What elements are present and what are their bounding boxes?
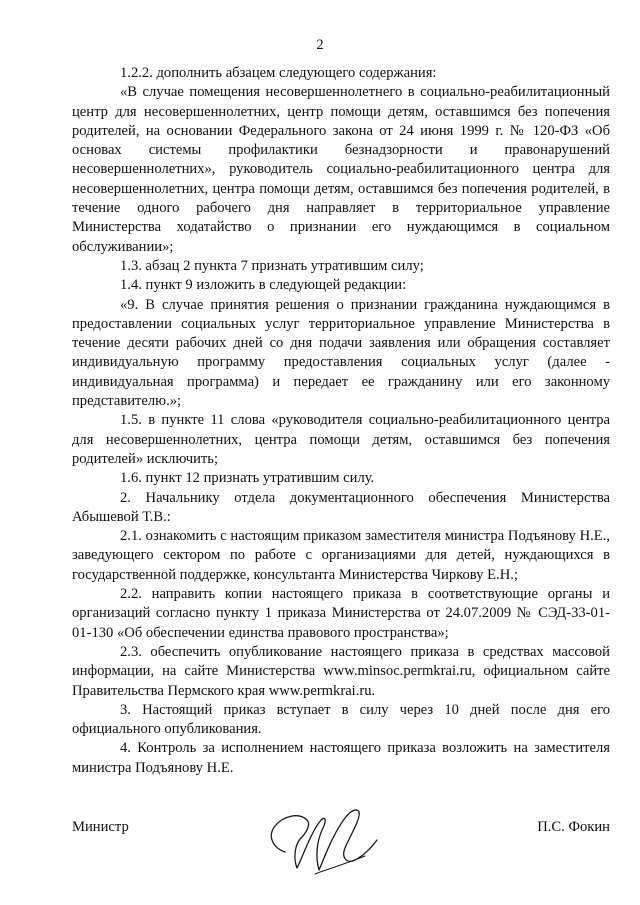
paragraph: 1.6. пункт 12 признать утратившим силу. [120, 470, 375, 487]
paragraph: 4. Контроль за исполнением настоящего приказа возложить на заместителя министра Подъянову Н.Е. [72, 740, 610, 776]
signatory-name: П.С. Фокин [537, 819, 610, 835]
paragraph: 2.1. ознакомить с настоящим приказом заместителя министра Подъянову Н.Е., заведующего сектором по работе с организациями для детей, нуждающихся в государственной поддержке, консультанта Министерства Чиркову Е.Н.; [72, 528, 610, 583]
document-body [72, 64, 610, 778]
paragraph: 1.3. абзац 2 пункта 7 признать утратившим силу; [120, 257, 424, 274]
paragraph: 1.4. пункт 9 изложить в следующей редакции: [120, 277, 407, 294]
page-number: 2 [316, 37, 324, 53]
paragraph: 3. Настоящий приказ вступает в силу через 10 дней после дня его официального опубликования. [72, 701, 610, 738]
paragraph: «В случае помещения несовершеннолетнего в социально-реабилитационный центр для несовершеннолетних, центр помощи детям, оставшимся без попечения родителей, на основании Федерального закона от 24 июня 1999 г. № 120-ФЗ «Об основах системы профилактики безнадзорности и правонарушений несовершеннолетних», руководитель социально-реабилитационного центра для несовершеннолетних, центра помощи детям, оставшимся без попечения родителей, в течение одного рабочего дня направляет в территориальное управление Министерства ходатайство о признании его нуждающимся в социальном обслуживании»; [72, 84, 610, 255]
paragraph: «9. В случае принятия решения о признании гражданина нуждающимся в предоставлении социальных услуг территориальное управление Министерства в течение десяти рабочих дней со дня подачи заявления или обращения составляет индивидуальную программу предоставления социальных услуг (далее - индивидуальная программа) и передает ее гражданину или его законному представителю.»; [72, 296, 610, 410]
signatory-title: Министр [72, 819, 129, 835]
paragraph: 2.3. обеспечить опубликование настоящего приказа в средствах массовой информации, на сайте Министерства www.minsoc.permkrai.ru, официальном сайте Правительства Пермского края www.permkrai.ru. [72, 643, 610, 699]
paragraph: 2. Начальнику отдела документационного обеспечения Министерства Абышевой Т.В.: [72, 489, 610, 525]
signature-block [72, 818, 610, 842]
paragraph: 1.2.2. дополнить абзацем следующего содержания: [120, 65, 437, 81]
paragraph: 1.5. в пункте 11 слова «руководителя социально-реабилитационного центра для несовершеннолетних, центра помощи детям, оставшимся без попечения родителей» исключить; [72, 412, 610, 467]
paragraph: 2.2. направить копии настоящего приказа в соответствующие органы и организаций согласно пункту 1 приказа Министерства от 24.07.2009 № СЭД-33-01-01-130 «Об обеспечении единства правового пространства»; [72, 586, 610, 641]
